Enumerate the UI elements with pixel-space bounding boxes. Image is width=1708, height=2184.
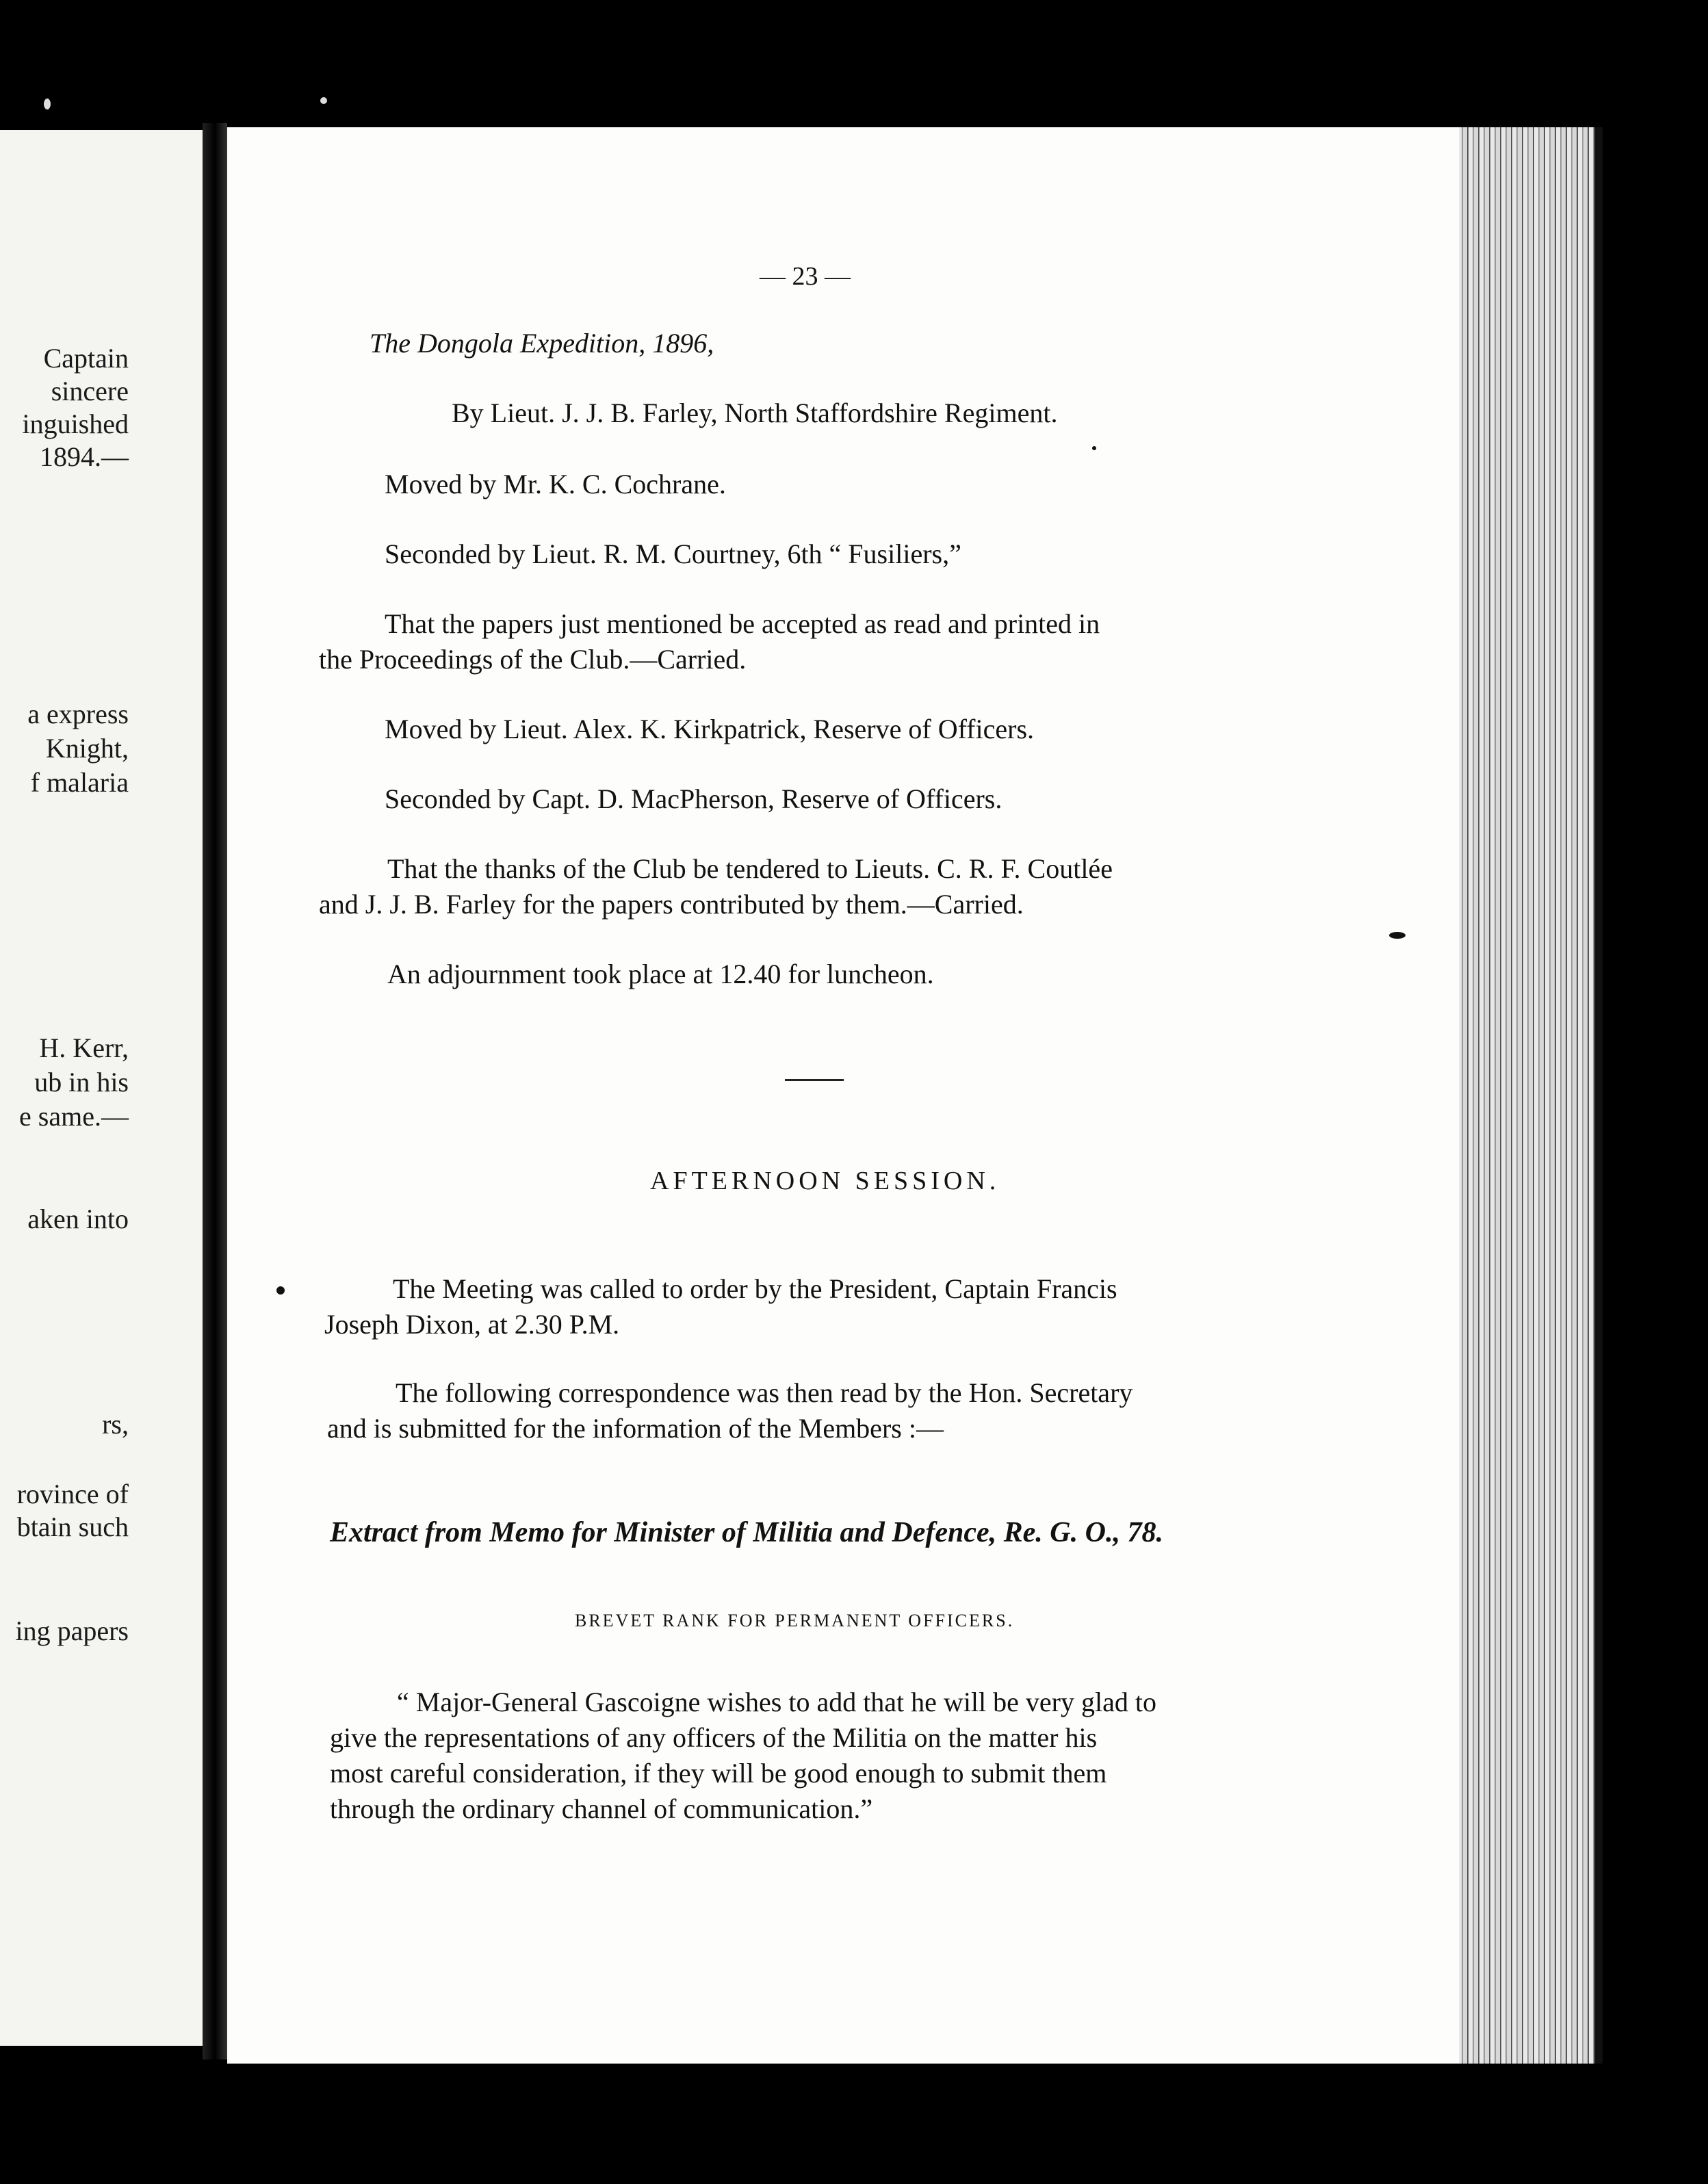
book-spine [203,123,227,2059]
motion-text: That the papers just mentioned be accepted as read and printed in [385,608,1100,639]
quote-text: “ Major-General Gascoigne wishes to add that he will be very glad to [397,1687,1156,1717]
extract-subheading: BREVET RANK FOR PERMANENT OFFICERS. [575,1611,1015,1630]
section-heading: AFTERNOON SESSION. [650,1167,1000,1195]
left-page-line: ub in his [34,1067,129,1097]
quote-text: most careful consideration, if they will be good enough to submit them [330,1758,1107,1789]
dust-speck [44,99,51,109]
ink-speck [276,1286,285,1295]
left-page-line: btain such [16,1511,129,1542]
extract-heading: Extract from Memo for Minister of Militia and Defence, Re. G. O., 78. [330,1517,1163,1548]
seconded-by-line: Seconded by Capt. D. MacPherson, Reserve of Officers. [385,783,1002,814]
page-edges [1458,127,1594,2064]
quote-text: give the representations of any officers of the Militia on the matter his [330,1722,1098,1753]
correspondence-text: and is submitted for the information of the Members :— [327,1413,944,1444]
ink-speck [1389,932,1406,939]
left-page-line: aken into [27,1204,129,1234]
motion-text: and J. J. B. Farley for the papers contributed by them.—Carried. [319,889,1024,920]
page-number: — 23 — [760,262,851,291]
left-page-line: ing papers [15,1615,129,1646]
seconded-by-line: Seconded by Lieut. R. M. Courtney, 6th “ Fusiliers,” [385,538,961,569]
left-page-line: inguished [22,408,129,439]
left-page-line: H. Kerr, [39,1032,129,1063]
left-page-line: Knight, [45,733,129,764]
left-page-line: a express [27,699,129,729]
left-page-line: sincere [51,376,129,406]
moved-by-line: Moved by Mr. K. C. Cochrane. [385,469,726,499]
left-page-line: f malaria [30,767,129,798]
meeting-text: The Meeting was called to order by the President, Captain Francis [393,1273,1117,1304]
left-page-line: rs, [102,1409,129,1440]
adjournment-line: An adjournment took place at 12.40 for luncheon. [387,959,934,989]
left-page-line: 1894.— [40,441,129,472]
left-page-line: rovince of [16,1479,129,1509]
moved-by-line: Moved by Lieut. Alex. K. Kirkpatrick, Reserve of Officers. [385,714,1035,744]
paper-title: The Dongola Expedition, 1896, [370,328,714,359]
correspondence-text: The following correspondence was then read by the Hon. Secretary [396,1377,1133,1408]
left-page-line: Captain [43,343,129,374]
dust-speck [320,97,327,104]
motion-text: the Proceedings of the Club.—Carried. [319,644,747,675]
previous-page-fragment [0,130,205,2046]
quote-text: through the ordinary channel of communication.” [330,1793,873,1824]
motion-text: That the thanks of the Club be tendered to Lieuts. C. R. F. Coutlée [387,853,1113,884]
meeting-text: Joseph Dixon, at 2.30 P.M. [324,1309,620,1340]
left-page-line: e same.— [19,1101,129,1132]
ink-speck [1092,446,1096,450]
section-divider [785,1079,844,1081]
author-line: By Lieut. J. J. B. Farley, North Staffordshire Regiment. [452,398,1058,428]
